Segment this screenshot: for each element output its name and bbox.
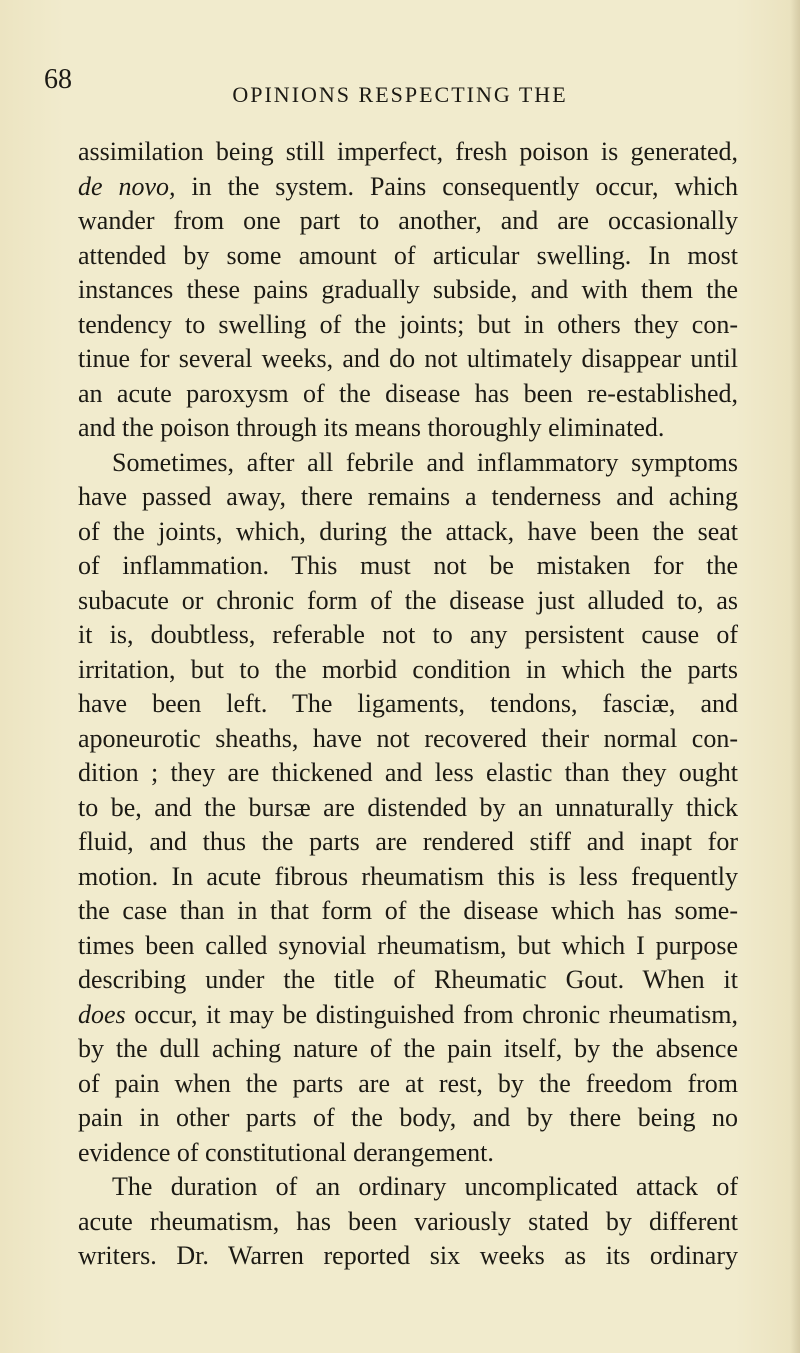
text-line: describing under the title of Rheumatic Gout. When it: [78, 965, 738, 994]
text-line: writers. Dr. Warren reported six weeks as its ordinary: [78, 1241, 738, 1270]
text-line: instances these pains gradually subside, and with them the: [78, 275, 738, 304]
text-line: fluid, and thus the parts are rendered stiff and inapt for: [78, 827, 738, 856]
italic-phrase: does: [78, 999, 126, 1029]
text-line: the case than in that form of the disease which has some-: [78, 896, 738, 925]
text-line: motion. In acute fibrous rheumatism this is less frequently: [78, 861, 738, 891]
text-line: wander from one part to another, and are occasionally: [78, 206, 738, 235]
page-number: 68: [44, 64, 72, 95]
text-line: subacute or chronic form of the disease just alluded to, as: [78, 585, 738, 615]
text-line: an acute paroxysm of the disease has been re-established,: [78, 378, 738, 408]
text-line: have been left. The ligaments, tendons, fasciæ, and: [78, 689, 738, 718]
text-line: evidence of constitutional derangement.: [78, 1137, 494, 1167]
text-line: dition ; they are thickened and less elastic than they ought: [78, 758, 738, 787]
text-line: de novo, in the system. Pains consequently occur, which: [78, 171, 738, 201]
text-line: of the joints, which, during the attack, have been the seat: [78, 516, 738, 546]
text-line: to be, and the bursæ are distended by an unnaturally thick: [78, 792, 738, 822]
text-line: assimilation being still imperfect, fresh poison is generated,: [78, 137, 738, 166]
text-line: of pain when the parts are at rest, by the freedom from: [78, 1068, 738, 1098]
text-line: by the dull aching nature of the pain itself, by the absence: [78, 1034, 738, 1063]
text-line: pain in other parts of the body, and by there being no: [78, 1103, 738, 1132]
text-line: Sometimes, after all febrile and inflammatory symptoms: [112, 447, 738, 477]
text-line: acute rheumatism, has been variously stated by different: [78, 1206, 738, 1236]
text-line: The duration of an ordinary uncomplicated attack of: [112, 1172, 738, 1201]
text-line: have passed away, there remains a tenderness and aching: [78, 482, 738, 511]
text-line: tendency to swelling of the joints; but in others they con-: [78, 309, 738, 339]
text-line: attended by some amount of articular swelling. In most: [78, 240, 738, 270]
text-line: aponeurotic sheaths, have not recovered their normal con-: [78, 723, 738, 753]
page-edge-shadow: [790, 0, 800, 1353]
text-line: tinue for several weeks, and do not ultimately disappear until: [78, 344, 738, 373]
text-line: times been called synovial rheumatism, but which I purpose: [78, 930, 738, 960]
text-line: of inflammation. This must not be mistaken for the: [78, 551, 738, 580]
text-line: it is, doubtless, referable not to any persistent cause of: [78, 620, 738, 649]
body-text: [78, 135, 738, 1274]
text-line: irritation, but to the morbid condition in which the parts: [78, 654, 738, 684]
italic-phrase: de novo,: [78, 171, 176, 201]
running-head: OPINIONS RESPECTING THE: [232, 82, 568, 107]
text-line: does occur, it may be distinguished from chronic rheumatism,: [78, 999, 738, 1029]
text-line: and the poison through its means thoroughly eliminated.: [78, 413, 665, 442]
